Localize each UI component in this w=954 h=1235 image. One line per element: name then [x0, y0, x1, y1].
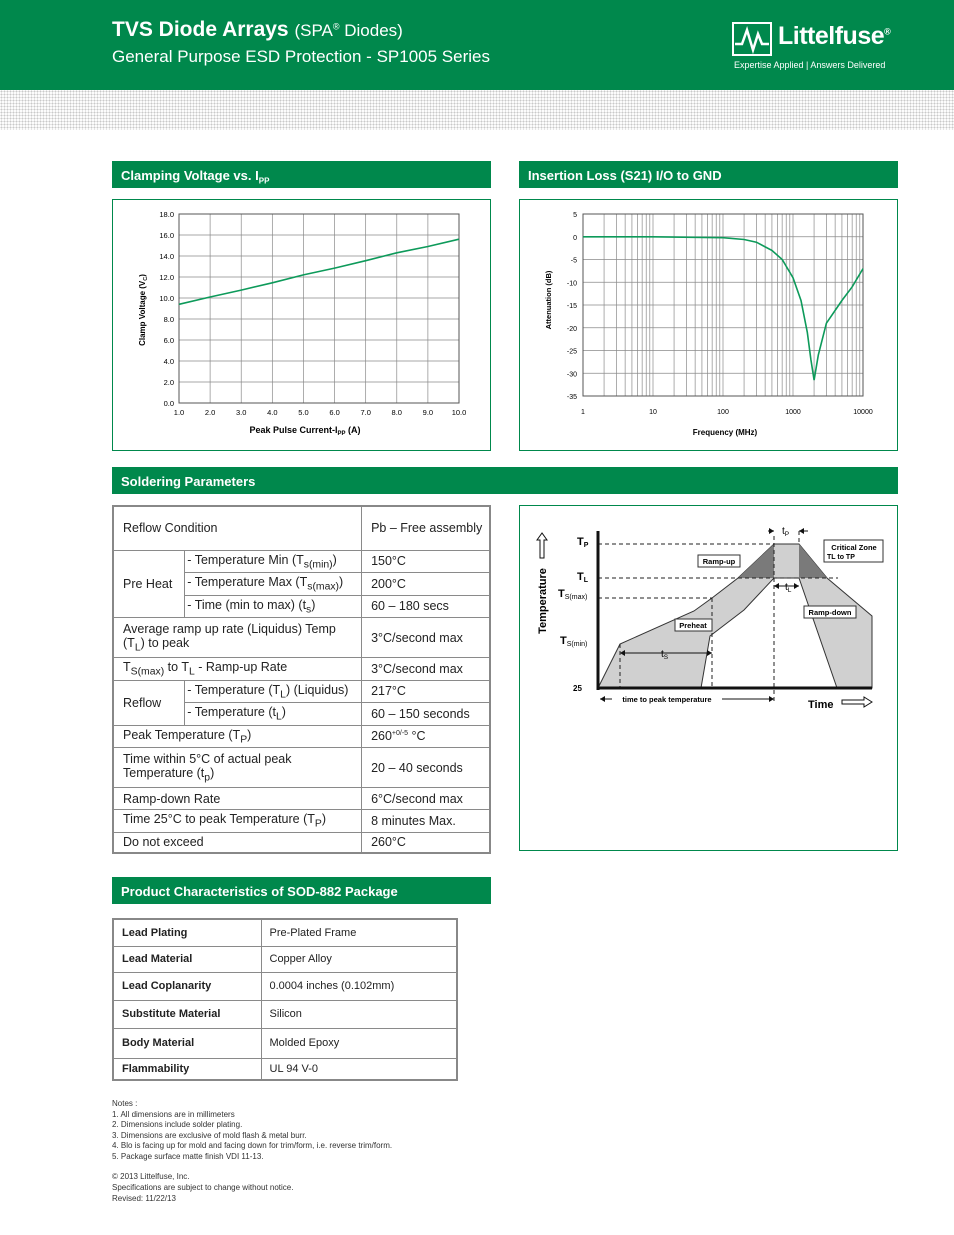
clamp-y-axis-label: Clamp Voltage $(V_C)$ [138, 274, 149, 346]
table-row [113, 680, 490, 703]
param-sub-label: - Temperature Max $(T_{s(max)})$ [185, 573, 362, 596]
x-tick-label: 1.0 [173, 408, 185, 417]
copyright: © 2013 Littelfuse, Inc. [112, 1172, 190, 1181]
param-label: Time 25°C to peak Temperature $(T_P)$ [113, 810, 362, 833]
param-label: Do not exceed [113, 832, 362, 853]
y-tick-label: -15 [566, 303, 577, 310]
reflow-profile-panel [519, 505, 898, 851]
param-label: Reflow Condition [113, 506, 362, 550]
y-tick-label: -30 [566, 371, 577, 379]
x-tick-label: 4.0 [267, 408, 278, 417]
param-sub-label: - Temperature $(t_L)$ [185, 703, 362, 726]
table-row [113, 972, 457, 1000]
param-value: Pb – Free assembly [362, 506, 490, 550]
param-value: 60 – 150 seconds [362, 703, 490, 726]
table-row [113, 1000, 457, 1028]
param-value: 200°C [362, 573, 490, 596]
label-small-tl: $t_L$ [785, 582, 792, 594]
clamping-voltage-chart [113, 200, 490, 450]
param-label: $T_{S(max)}$ to $T_L$ - Ramp-up Rate [113, 658, 362, 681]
x-tick-label: 3.0 [236, 408, 247, 417]
y-tick-label: -25 [566, 348, 577, 356]
label-tp: TP [577, 536, 589, 549]
x-tick-label: 9.0 [422, 408, 434, 417]
table-row [113, 919, 457, 946]
param-value: 3°C/second max [362, 618, 490, 658]
label-tl: TL [577, 571, 589, 584]
param-label: Ramp-down Rate [113, 788, 362, 810]
note-item: 4. Blo is facing up for mold and facing down for trim/form, i.e. reverse trim/form. [112, 1141, 393, 1150]
y-tick-label: 10.0 [159, 294, 174, 303]
param-value: $260^{+0/-5}$ °C [362, 725, 490, 748]
char-value: Silicon [261, 1000, 457, 1028]
note-item: 3. Dimensions are exclusive of mold flash & metal burr. [112, 1130, 307, 1140]
y-tick-label: -10 [566, 280, 577, 288]
param-label: Time within 5°C of actual peak Temperature $(t_p)$ [113, 748, 362, 788]
plot-frame [179, 214, 459, 403]
param-value: 60 – 180 secs [362, 595, 490, 618]
y-tick-label: 14.0 [159, 252, 174, 261]
x-tick-label: 6.0 [329, 408, 340, 417]
char-label: Lead Plating [113, 919, 261, 946]
x-tick-label: 1 [581, 409, 585, 416]
document-subtitle: General Purpose ESD Protection - SP1005 Series [112, 47, 490, 66]
label-critical-range: TL to TP [827, 554, 855, 561]
y-tick-label: 2.0 [163, 378, 174, 387]
section-header-insertion: Insertion Loss (S21) I/O to GND [519, 161, 898, 188]
char-label: Flammability [113, 1058, 261, 1080]
char-value: Copper Alloy [261, 946, 457, 972]
label-25: 25 [573, 684, 582, 693]
char-label: Lead Coplanarity [113, 972, 261, 1000]
x-tick-label: 10 [649, 409, 657, 416]
y-tick-label: 18.0 [159, 210, 174, 219]
logo-tagline: Expertise Applied | Answers Delivered [734, 60, 886, 70]
param-sub-label: - Time (min to max) $(t_s)$ [185, 595, 362, 618]
table-row [113, 658, 490, 681]
param-value: 3°C/second max [362, 658, 490, 681]
char-value: Pre-Plated Frame [261, 919, 457, 946]
char-value: 0.0004 inches (0.102mm) [261, 972, 457, 1000]
param-value: 150°C [362, 550, 490, 573]
notes [112, 1099, 392, 1162]
table-row [113, 832, 490, 853]
clamp-x-axis-label: Peak Pulse Current-$I_{PP}$ (A) [249, 425, 361, 437]
footer [112, 1171, 293, 1204]
x-tick-label: 5.0 [298, 408, 309, 417]
insertion-loss-chart [520, 200, 897, 450]
section-header-product: Product Characteristics of SOD-882 Package [112, 877, 491, 904]
label-critical-zone: Critical Zone [831, 543, 877, 552]
param-group-label: Pre Heat [113, 550, 185, 618]
y-tick-label: 4.0 [163, 357, 174, 366]
x-tick-label: 8.0 [391, 408, 402, 417]
table-row [113, 506, 490, 550]
product-characteristics-table [112, 918, 458, 1081]
clamping-voltage-line [179, 239, 459, 304]
table-row [113, 748, 490, 788]
note-item: 5. Package surface matte finish VDI 11-13. [112, 1151, 264, 1161]
label-small-ts: $t_S$ [661, 649, 669, 661]
param-value: 20 – 40 seconds [362, 748, 490, 788]
y-tick-label: 0 [573, 234, 577, 242]
reflow-profile-diagram [520, 506, 897, 850]
spec-notice: Specifications are subject to change without notice. [112, 1183, 294, 1192]
y-tick-label: 16.0 [159, 231, 174, 240]
param-value: 6°C/second max [362, 788, 490, 810]
table-row [113, 725, 490, 748]
table-row [113, 1058, 457, 1080]
char-label: Body Material [113, 1028, 261, 1058]
y-tick-label: 5 [573, 212, 577, 219]
param-label: Average ramp up rate (Liquidus) Temp $(T_L)$ to peak [113, 618, 362, 658]
clamping-chart-panel [112, 199, 491, 451]
char-label: Substitute Material [113, 1000, 261, 1028]
insertion-chart-panel [519, 199, 898, 451]
y-tick-label: -35 [566, 394, 577, 401]
profile-y-axis-label: Temperature [537, 568, 549, 634]
y-tick-label: -20 [566, 325, 577, 333]
header-banner [0, 0, 954, 90]
y-tick-label: 12.0 [159, 273, 174, 282]
y-tick-label: -5 [570, 257, 577, 265]
x-tick-label: 1000 [785, 409, 801, 416]
note-item: 2. Dimensions include solder plating. [112, 1120, 243, 1129]
label-time-to-peak: time to peak temperature [622, 695, 712, 704]
x-tick-label: 7.0 [360, 408, 371, 417]
param-value: 260°C [362, 832, 490, 853]
char-value: Molded Epoxy [261, 1028, 457, 1058]
table-row [113, 1028, 457, 1058]
label-tsmax: TS(max) [558, 588, 588, 601]
logo-wordmark: Littelfuse® [778, 22, 891, 50]
x-tick-label: 10000 [853, 409, 873, 416]
x-tick-label: 10.0 [451, 408, 467, 417]
table-row [113, 618, 490, 658]
dotted-pattern-band [0, 90, 954, 130]
param-label: Peak Temperature $(T_P)$ [113, 725, 362, 748]
label-preheat: Preheat [679, 621, 707, 630]
param-value: 217°C [362, 680, 490, 703]
revision-date: Revised: 11/22/13 [112, 1194, 176, 1203]
table-row [113, 810, 490, 833]
label-tsmin: TS(min) [560, 635, 588, 648]
x-tick-label: 2.0 [204, 408, 216, 417]
ins-y-axis-label: Attenuation (dB) [544, 270, 553, 330]
section-header-clamping: Clamping Voltage vs. $I_{PP}$ [112, 161, 491, 188]
y-tick-label: 0.0 [163, 399, 174, 408]
param-sub-label: - Temperature $(T_L)$ (Liquidus) [185, 680, 362, 703]
y-tick-label: 8.0 [163, 315, 174, 324]
label-ramp-down: Ramp-down [808, 608, 852, 617]
label-ramp-up: Ramp-up [702, 557, 736, 566]
document-title: TVS Diode Arrays (SPA® Diodes) [112, 18, 403, 41]
x-tick-label: 100 [717, 409, 729, 416]
char-value: UL 94 V-0 [261, 1058, 457, 1080]
param-value: 8 minutes Max. [362, 810, 490, 833]
littelfuse-logo [732, 20, 902, 75]
param-group-label: Reflow [113, 680, 185, 725]
soldering-parameters-table [112, 505, 491, 854]
y-tick-label: 6.0 [163, 336, 174, 345]
label-small-tp: $t_P$ [782, 526, 790, 538]
notes-title: Notes : [112, 1099, 138, 1108]
table-row [113, 550, 490, 573]
char-label: Lead Material [113, 946, 261, 972]
ins-x-axis-label: Frequency (MHz) [692, 428, 758, 437]
param-sub-label: - Temperature Min $(T_{s(min)})$ [185, 550, 362, 573]
note-item: 1. All dimensions are in millimeters [112, 1109, 235, 1119]
table-row [113, 788, 490, 810]
profile-x-axis-label: Time [808, 699, 834, 711]
section-header-soldering: Soldering Parameters [112, 467, 898, 494]
table-row [113, 946, 457, 972]
littelfuse-logo-icon [732, 22, 772, 56]
